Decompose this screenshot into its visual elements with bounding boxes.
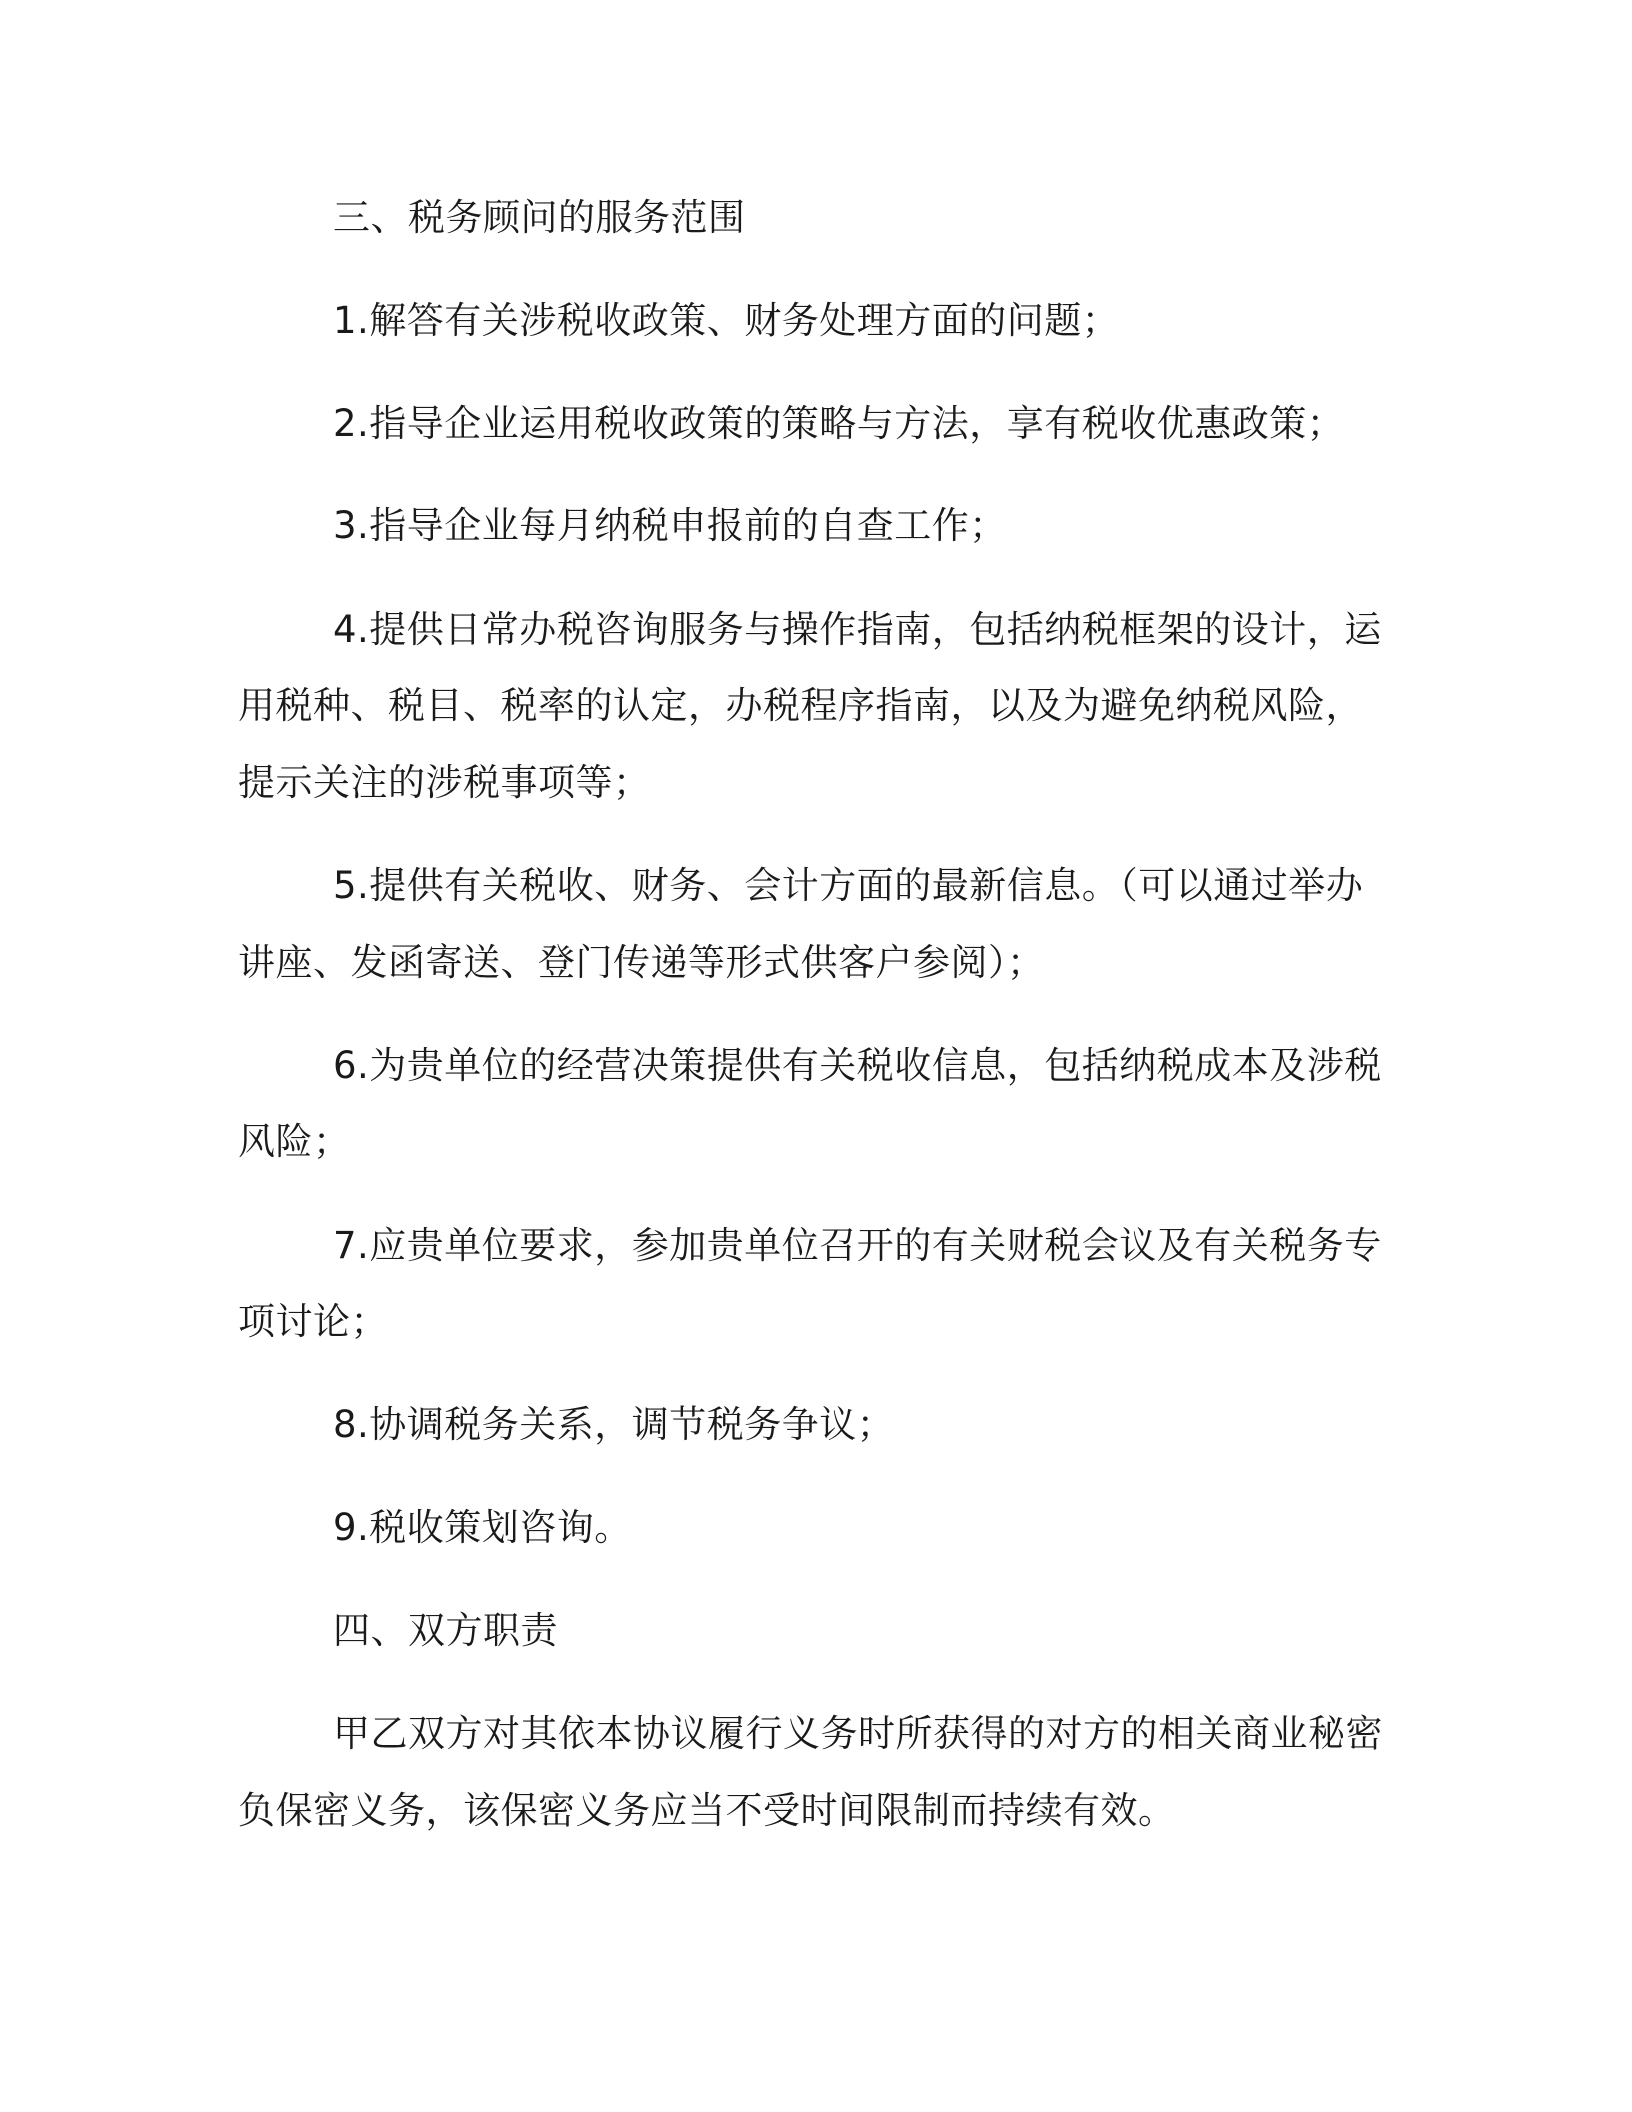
item-7-line-1: 7.应贵单位要求，参加贵单位召开的有关财税会议及有关税务专	[333, 1224, 1382, 1267]
item-3: 3.指导企业每月纳税申报前的自查工作；	[333, 504, 1007, 547]
item-5-line-1: 5.提供有关税收、财务、会计方面的最新信息。（可以通过举办	[333, 864, 1364, 907]
section-4-paragraph-line-1: 甲乙双方对其依本协议履行义务时所获得的对方的相关商业秘密	[333, 1712, 1383, 1755]
section-4-heading: 四、双方职责	[333, 1609, 558, 1652]
item-4-line-2: 用税种、税目、税率的认定，办税程序指南，以及为避免纳税风险，	[238, 684, 1363, 727]
item-4-line-1: 4.提供日常办税咨询服务与操作指南，包括纳税框架的设计，运	[333, 608, 1382, 651]
item-2: 2.指导企业运用税收政策的策略与方法，享有税收优惠政策；	[333, 402, 1345, 445]
section-4-paragraph-line-2: 负保密义务，该保密义务应当不受时间限制而持续有效。	[238, 1789, 1176, 1832]
item-6-line-2: 风险；	[238, 1120, 351, 1163]
item-7-line-2: 项讨论；	[238, 1300, 388, 1343]
item-1: 1.解答有关涉税收政策、财务处理方面的问题；	[333, 299, 1120, 342]
item-8: 8.协调税务关系，调节税务争议；	[333, 1403, 895, 1446]
item-6-line-1: 6.为贵单位的经营决策提供有关税收信息，包括纳税成本及涉税	[333, 1044, 1382, 1087]
item-5-line-2: 讲座、发函寄送、登门传递等形式供客户参阅）；	[238, 941, 1045, 984]
section-3-heading: 三、税务顾问的服务范围	[333, 196, 746, 239]
item-9: 9.税收策划咨询。	[333, 1506, 632, 1549]
item-4-line-3: 提示关注的涉税事项等；	[238, 761, 651, 804]
